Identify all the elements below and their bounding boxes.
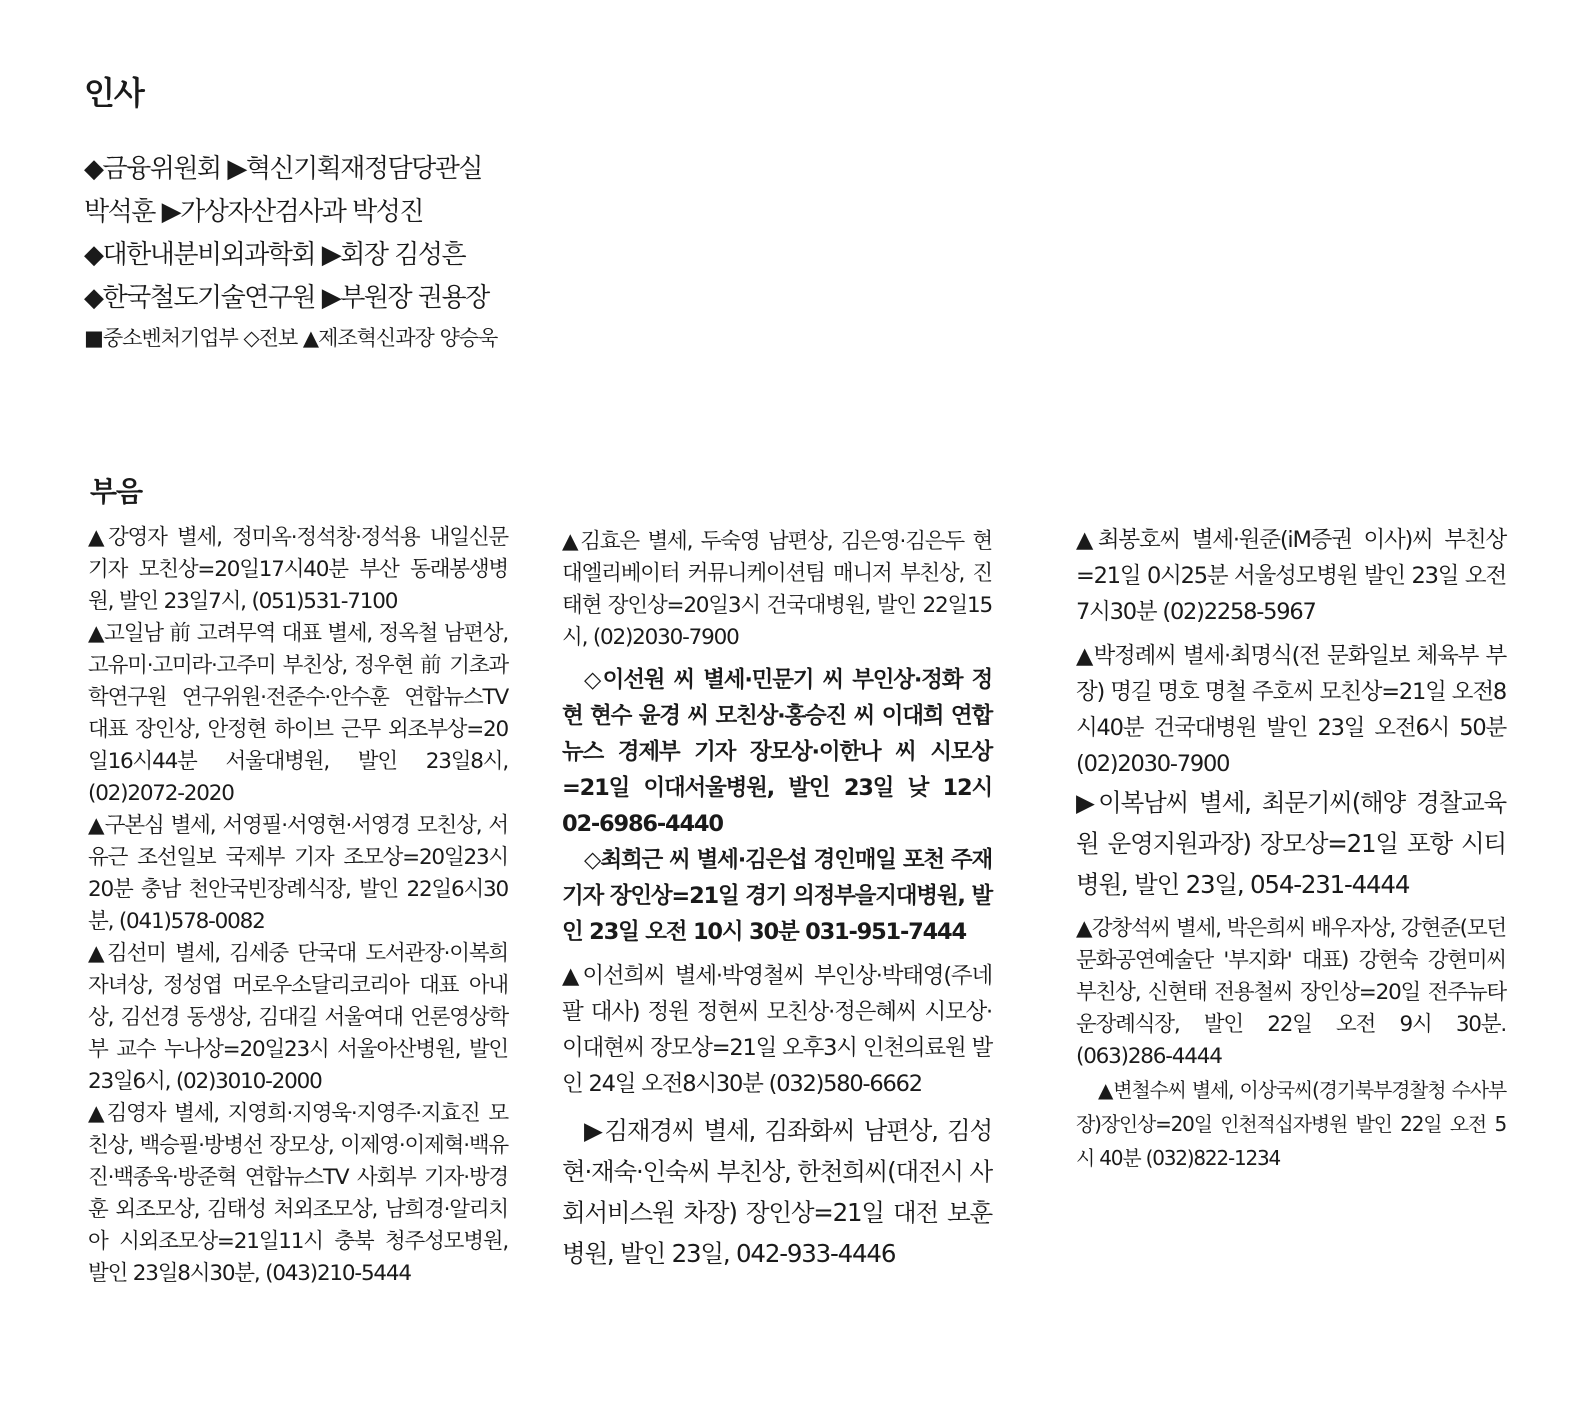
obituary-entry: ▲변철수씨 별세, 이상국씨(경기북부경찰청 수사부장)장인상=20일 인천적십자병원 발인 22일 오전 5시 40분 (032)822-1234: [1076, 1078, 1506, 1170]
insa-line: ◆금융위원회 ▶혁신기획재정담당관실: [84, 154, 482, 184]
obituary-entry: ▲김효은 별세, 두숙영 남편상, 김은영·김은두 현대엘리베이터 커뮤니케이션팀 매니저 부친상, 진태현 장인상=20일3시 건국대병원, 발인 22일15시, (02)2030-7900: [562, 529, 992, 650]
obituary-entry: ▲고일남 前 고려무역 대표 별세, 정옥철 남편상, 고유미·고미라·고주미 부친상, 정우현 前 기초과학연구원 연구위원·전준수·안수훈 연합뉴스TV 대표 장인상, 안정현 하이브 근무 외조부상=20일16시44분 서울대병원, 발인 23일8시, (02)2072-2020: [88, 621, 508, 806]
obituary-entry: ▶이복남씨 별세, 최문기씨(해양 경찰교육원 운영지원과장) 장모상=21일 포항 시티병원, 발인 23일, 054-231-4444: [1076, 788, 1506, 899]
obituary-entry: ▲강영자 별세, 정미옥·정석창·정석용 내일신문 기자 모친상=20일17시40분 부산 동래봉생병원, 발인 23일7시, (051)531-7100: [88, 525, 508, 614]
insa-line: ◆한국철도기술연구원 ▶부원장 권용장: [84, 283, 489, 313]
insa-line: ◆대한내분비외과학회 ▶회장 김성흔: [84, 240, 466, 270]
obituary-entry: ▲박정례씨 별세·최명식(전 문화일보 체육부 부장) 명길 명호 명철 주호씨 모친상=21일 오전8시40분 건국대병원 발인 23일 오전6시 50분 (02)2030-7900: [1076, 643, 1506, 777]
obituary-entry: ▲강창석씨 별세, 박은희씨 배우자상, 강현준(모던문화공연예술단 '부지화' 대표) 강현숙 강현미씨 부친상, 신현태 전용철씨 장인상=20일 전주뉴타운장례식장, 발인 22일 오전 9시 30분. (063)286-4444: [1076, 916, 1506, 1069]
obituary-entry: ◇이선원 씨 별세·민문기 씨 부인상·정화 정현 현수 윤경 씨 모친상·홍승진 씨 이대희 연합뉴스 경제부 기자 장모상·이한나 씨 시모상=21일 이대서울병원, 발인 23일 낮 12시 02-6986-4440: [562, 667, 992, 837]
insa-section: [84, 148, 534, 352]
obituary-entry: ▲이선희씨 별세·박영철씨 부인상·박태영(주네팔 대사) 정원 정현씨 모친상·정은혜씨 시모상·이대현씨 장모상=21일 오후3시 인천의료원 발인 24일 오전8시30분 (032)580-6662: [562, 963, 992, 1097]
obituary-entry: ▲최봉호씨 별세·원준(iM증권 이사)씨 부친상=21일 0시25분 서울성모병원 발인 23일 오전7시30분 (02)2258-5967: [1076, 527, 1506, 625]
insa-title: 인사: [84, 74, 144, 112]
obituary-entry: ▶김재경씨 별세, 김좌화씨 남편상, 김성현·재숙·인숙씨 부친상, 한천희씨(대전시 사회서비스원 차장) 장인상=21일 대전 보훈병원, 발인 23일, 042-933-4446: [562, 1116, 992, 1268]
bueum-column-2: [562, 526, 992, 1274]
obituary-entry: ▲김영자 별세, 지영희·지영욱·지영주·지효진 모친상, 백승필·방병선 장모상, 이제영·이제혁·백유진·백종욱·방준혁 연합뉴스TV 사회부 기자·방경훈 외조모상, 김태성 처외조모상, 남희경·알리치아 시외조모상=21일11시 충북 청주성모병원, 발인 23일8시30분, (043)210-5444: [88, 1101, 508, 1286]
obituary-entry: ▲김선미 별세, 김세중 단국대 도서관장·이복희 자녀상, 정성엽 머로우소달리코리아 대표 아내상, 김선경 동생상, 김대길 서울여대 언론영상학부 교수 누나상=20일23시 서울아산병원, 발인 23일6시, (02)3010-2000: [88, 941, 508, 1094]
bueum-title: 부음: [90, 475, 143, 508]
insa-line: 박석훈 ▶가상자산검사과 박성진: [84, 197, 424, 227]
insa-small-entry: ■중소벤처기업부 ◇전보 ▲제조혁신과장 양승욱: [84, 326, 498, 350]
obituary-entry: ◇최희근 씨 별세·김은섭 경인매일 포천 주재기자 장인상=21일 경기 의정부을지대병원, 발인 23일 오전 10시 30분 031-951-7444: [562, 847, 992, 945]
obituary-entry: ▲구본심 별세, 서영필·서영현·서영경 모친상, 서유근 조선일보 국제부 기자 조모상=20일23시20분 충남 천안국빈장례식장, 발인 22일6시30분, (041)578-0082: [88, 813, 508, 934]
bueum-column-1: [88, 522, 508, 1290]
bueum-column-3: [1076, 522, 1506, 1175]
